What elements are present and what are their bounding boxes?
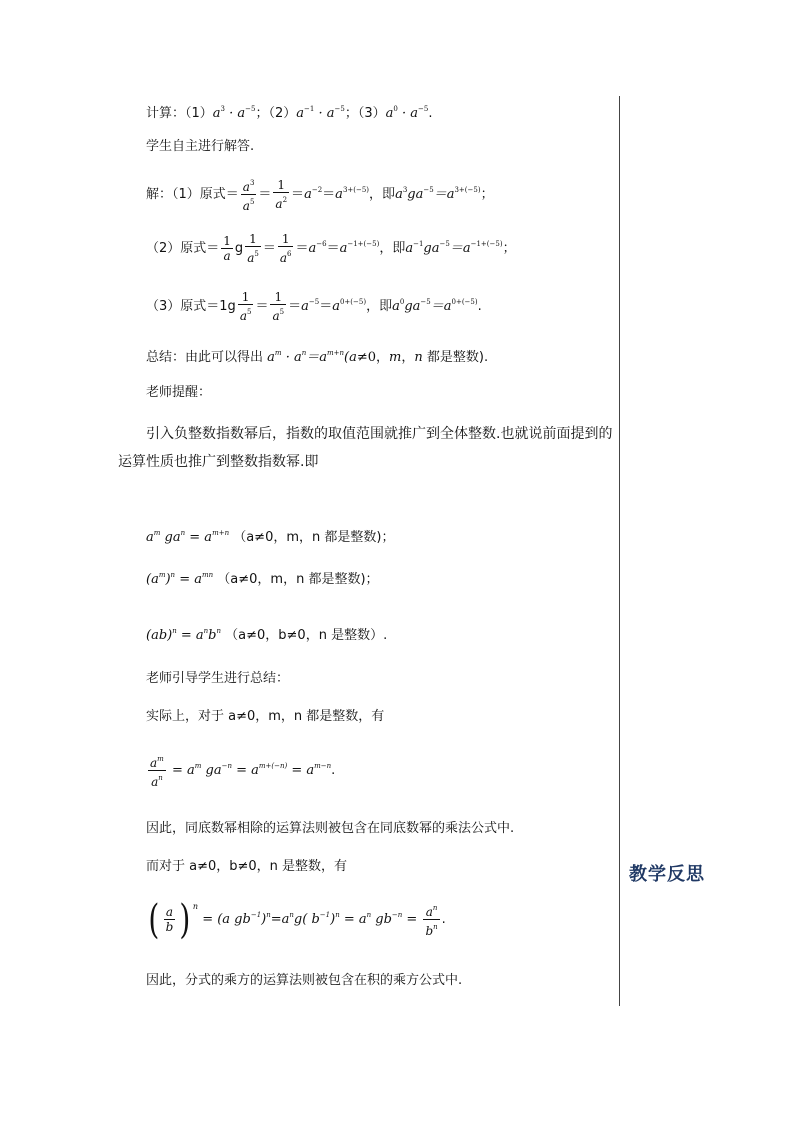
for-ab-line: 而对于 a≠0，b≠0，n 是整数，有	[146, 859, 348, 874]
rule-3: $(ab)^n = a^nb^n$ （a≠0，b≠0，n 是整数）.	[146, 627, 388, 643]
actually-line: 实际上，对于 a≠0，m，n 都是整数，有	[146, 709, 385, 724]
solution-2: （2）原式＝ $\frac{1}{a}$ g $\frac{1}{a^5}$ ＝ $\frac{1}{a^6}$ $=a^{-6}=a^{-1+(-5)}$，即$a^{-1}ga^{-5}=a^{-1+(-5)}$；	[146, 232, 516, 265]
intro-paragraph: 引入负整数指数幂后，指数的取值范围就推广到全体整数.也就说前面提到的运算性质也推广到整数指数幂.即	[118, 426, 613, 470]
conclusion-2: 因此，分式的乘方的运算法则被包含在积的乘方公式中.	[146, 973, 463, 988]
compute-line: 计算：$(1)a^3 \cdot a^{-5}$；$(2)a^{-1} \cdot a^{-5}$；$(3)a^0 \cdot a^{-5}$.	[146, 105, 433, 121]
division-formula: $\frac{a^m}{a^n}$ = $a^m$ $ga^{-n} = a^{m+(-n)} = a^{m-n}$.	[146, 752, 335, 789]
summary-line: 总结：由此可以得出 $a^m \cdot a^n=a^{m+n}(a\ne 0$，m，n 都是整数).	[146, 349, 489, 365]
rule-2: $(a^m)^n = a^{mn}$ （a≠0，m，n 都是整数)；	[146, 571, 379, 587]
solution-1: 解：（1）原式＝ $\frac{a^3}{a^5}$ ＝ $\frac{1}{a^2}$ $=a^{-2}=a^{3+(-5)}$，即$a^3ga^{-5}=a^{3+(-5)}$；	[146, 178, 494, 213]
conclusion-1: 因此，同底数幂相除的运算法则被包含在同底数幂的乘法公式中.	[146, 821, 515, 836]
teacher-reminder: 老师提醒：	[146, 385, 212, 400]
solution-3: （3）原式＝1g $\frac{1}{a^5}$ ＝ $\frac{1}{a^5}$ $=a^{-5}=a^{0+(-5)}$，即$a^0ga^{-5}=a^{0+(-5)}$.	[146, 290, 482, 323]
rule-1: $a^m$ $ga^n = a^{m+n}$ （a≠0，m，n 都是整数)；	[146, 529, 395, 545]
teaching-reflection-title: 教学反思	[629, 864, 705, 885]
quotient-power-formula: ( $\frac{a}{b}$ ) $^n$ = (a $gb^{-1})^n=a^ng$( $b^{-1})^n = a^n$ $gb^{-n}$ = $\frac{a^n}{b^n}$ .	[148, 896, 446, 943]
column-divider	[619, 96, 620, 1006]
self-answer-text: 学生自主进行解答.	[146, 139, 255, 154]
teacher-guide: 老师引导学生进行总结：	[146, 671, 290, 686]
